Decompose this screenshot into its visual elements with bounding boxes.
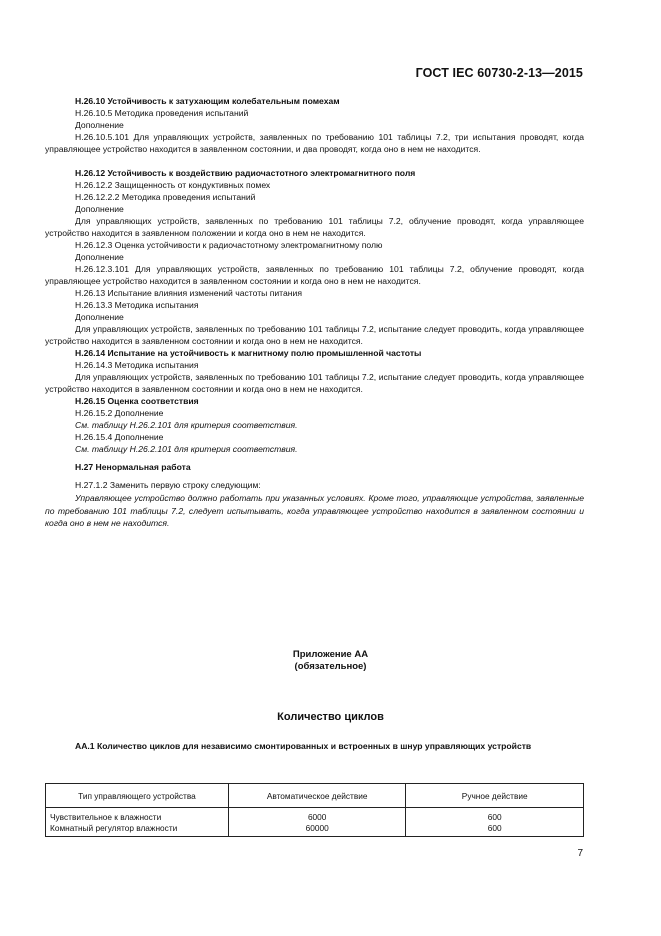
see-table-note: См. таблицу Н.26.2.101 для критерия соответствия. bbox=[75, 444, 298, 454]
table-cell: 600 bbox=[406, 808, 584, 824]
clause-h26-15: Н.26.15 Оценка соответствия bbox=[75, 396, 199, 406]
table-cell: Комнатный регулятор влажности bbox=[46, 823, 229, 837]
replacement-text: Управляющее устройство должно работать при указанных условиях. Кроме того, управляющие устройства, заявленные по требованию 101 таблицы 7.2, следует испытывать, когда управляющее устройство находится в заявленном состоянии и когда оно в нем не находится. bbox=[45, 493, 584, 528]
clause-h26-10: Н.26.10 Устойчивость к затухающим колебательным помехам bbox=[75, 96, 340, 106]
table-cell: 600 bbox=[406, 823, 584, 837]
addition-label: Дополнение bbox=[75, 120, 124, 130]
table-cell: 60000 bbox=[228, 823, 406, 837]
addition-label: Дополнение bbox=[75, 252, 124, 262]
clause-h26-12-2-2: Н.26.12.2.2 Методика проведения испытаний bbox=[75, 192, 256, 202]
table-row bbox=[46, 823, 584, 837]
clause-h26-14: Н.26.14 Испытание на устойчивость к магнитному полю промышленной частоты bbox=[75, 348, 422, 358]
paragraph-frequency-test: Для управляющих устройств, заявленных по требованию 101 таблицы 7.2, испытание следует проводить, когда управляющее устройство находится в заявленном состоянии и когда оно в нем не находится. bbox=[45, 324, 584, 346]
page-number: 7 bbox=[577, 848, 583, 859]
clause-h27-1-2: Н.27.1.2 Заменить первую строку следующим: bbox=[75, 480, 261, 490]
clause-h26-15-2: Н.26.15.2 Дополнение bbox=[75, 408, 164, 418]
clause-h26-10-5: Н.26.10.5 Методика проведения испытаний bbox=[75, 108, 249, 118]
see-table-note: См. таблицу Н.26.2.101 для критерия соответствия. bbox=[75, 420, 298, 430]
clause-h26-13-3: Н.26.13.3 Методика испытания bbox=[75, 300, 199, 310]
clause-h26-12-3: Н.26.12.3 Оценка устойчивости к радиочастотному электромагнитному полю bbox=[75, 240, 383, 250]
clause-h26-15-4: Н.26.15.4 Дополнение bbox=[75, 432, 164, 442]
clause-h26-13: Н.26.13 Испытание влияния изменений частоты питания bbox=[75, 288, 302, 298]
clause-h26-12-3-101: Н.26.12.3.101 Для управляющих устройств, заявленных по требованию 101 таблицы 7.2, облучение проводят, когда управляющее устройство находится в заявленном состоянии и когда оно в нем не находится. bbox=[45, 264, 584, 286]
table-cell: Чувствительное к влажности bbox=[46, 808, 229, 824]
paragraph-irradiation: Для управляющих устройств, заявленных по требованию 101 таблицы 7.2, облучение проводят, когда управляющее устройство находится в заявленном положении и когда оно в нем не находится. bbox=[45, 216, 584, 238]
table-row bbox=[46, 808, 584, 824]
cycles-table bbox=[45, 783, 584, 837]
clause-h26-10-5-101: Н.26.10.5.101 Для управляющих устройств, заявленных по требованию 101 таблицы 7.2, три испытания проводят, когда управляющее устройство находится в заявленном состоянии, и два проводят, когда оно в нем не находится. bbox=[45, 132, 584, 154]
addition-label: Дополнение bbox=[75, 312, 124, 322]
clause-h26-14-3: Н.26.14.3 Методика испытания bbox=[75, 360, 199, 370]
table-cell: 6000 bbox=[228, 808, 406, 824]
addition-label: Дополнение bbox=[75, 204, 124, 214]
clause-aa1: АА.1 Количество циклов для независимо смонтированных и встроенных в шнур управляющих устройств bbox=[75, 741, 532, 751]
paragraph-magnetic-test: Для управляющих устройств, заявленных по требованию 101 таблицы 7.2, испытание следует проводить, когда управляющее устройство находится в заявленном состоянии и когда оно в нем не находится. bbox=[45, 372, 584, 394]
column-header-manual: Ручное действие bbox=[406, 784, 584, 808]
clause-h26-12-2: Н.26.12.2 Защищенность от кондуктивных помех bbox=[75, 180, 271, 190]
document-code: ГОСТ IEC 60730-2-13—2015 bbox=[415, 66, 583, 80]
clause-h26-12: Н.26.12 Устойчивость к воздействию радиочастотного электромагнитного поля bbox=[75, 168, 416, 178]
column-header-type: Тип управляющего устройства bbox=[46, 784, 229, 808]
appendix-subtitle: (обязательное) bbox=[294, 661, 367, 672]
appendix-heading: Количество циклов bbox=[277, 711, 384, 723]
column-header-automatic: Автоматическое действие bbox=[228, 784, 406, 808]
appendix-title: Приложение АА bbox=[292, 649, 369, 660]
clause-h27: Н.27 Ненормальная работа bbox=[75, 462, 191, 472]
